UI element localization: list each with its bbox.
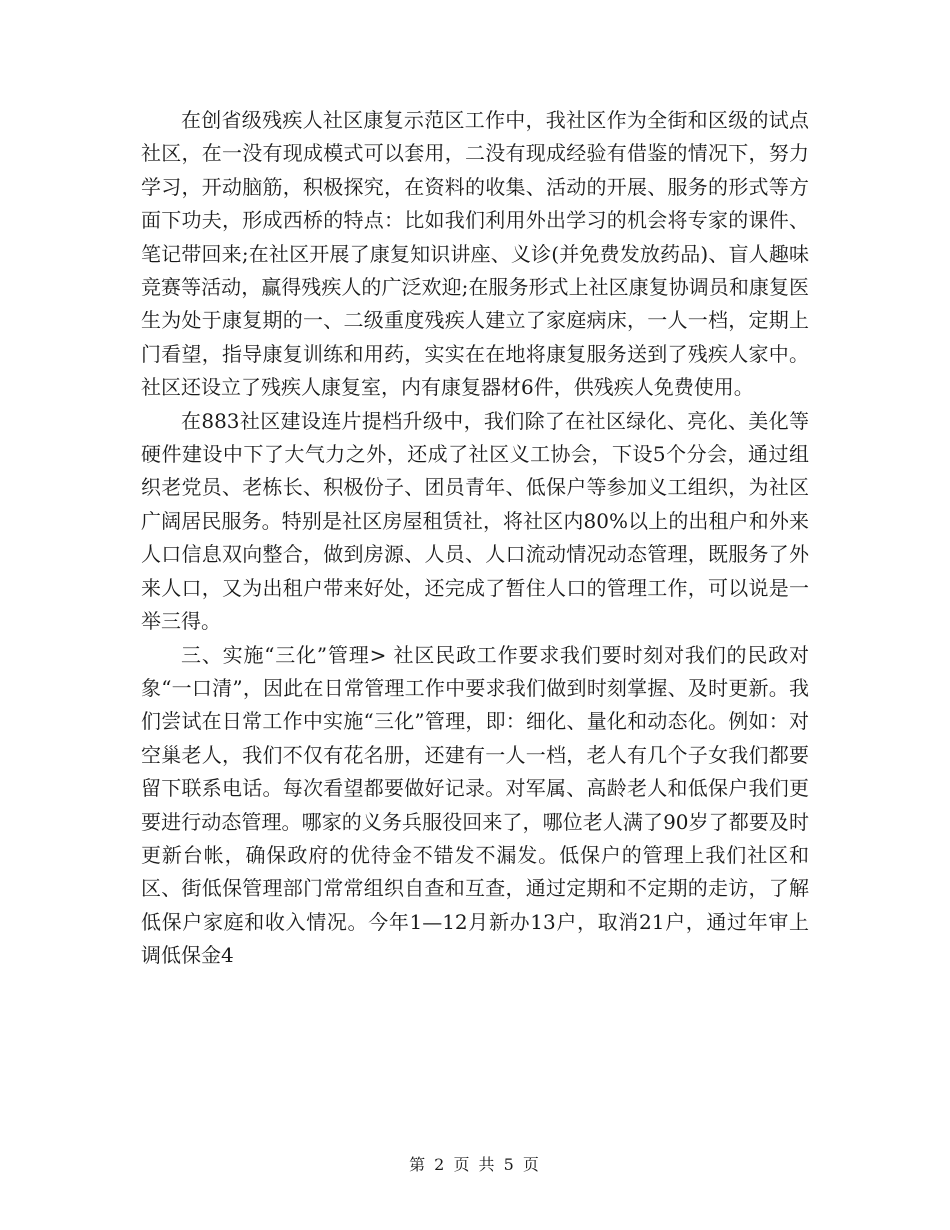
paragraph-three-management: 三、实施“三化”管理> 社区民政工作要求我们要时刻对我们的民政对象“一口清”，因此在日常管理工作中要求我们做到时刻掌握、及时更新。我们尝试在日常工作中实施“三化”管理，即：细化、量化和动态化。例如：对空巢老人，我们不仅有花名册，还建有一人一档，老人有几个子女我们都要留下联系电话。每次看望都要做好记录。对军属、高龄老人和低保户我们更要进行动态管理。哪家的义务兵服役回来了，哪位老人满了90岁了都要及时更新台帐，确保政府的优待金不错发不漏发。低保户的管理上我们社区和区、街低保管理部门常常组织自查和互查，通过定期和不定期的走访，了解低保户家庭和收入情况。今年1—12月新办13户，取消21户，通过年审上调低保金4: [141, 642, 809, 968]
page-number-footer: 第 2 页 共 5 页: [409, 1155, 541, 1174]
document-body: [141, 104, 809, 973]
paragraph-community-upgrade: 在883社区建设连片提档升级中，我们除了在社区绿化、亮化、美化等硬件建设中下了大气力之外，还成了社区义工协会，下设5个分会，通过组织老党员、老栋长、积极份子、团员青年、低保户等参加义工组织，为社区广阔居民服务。特别是社区房屋租赁社，将社区内80%以上的出租户和外来人口信息双向整合，做到房源、人员、人口流动情况动态管理，既服务了外来人口，又为出租户带来好处，还完成了暂住人口的管理工作，可以说是一举三得。: [141, 408, 809, 634]
paragraph-rehab-demo: 在创省级残疾人社区康复示范区工作中，我社区作为全街和区级的试点社区，在一没有现成模式可以套用，二没有现成经验有借鉴的情况下，努力学习，开动脑筋，积极探究，在资料的收集、活动的开展、服务的形式等方面下功夫，形成西桥的特点：比如我们利用外出学习的机会将专家的课件、笔记带回来;在社区开展了康复知识讲座、义诊(并免费发放药品)、盲人趣味竞赛等活动，赢得残疾人的广泛欢迎;在服务形式上社区康复协调员和康复医生为处于康复期的一、二级重度残疾人建立了家庭病床，一人一档，定期上门看望，指导康复训练和用药，实实在在地将康复服务送到了残疾人家中。社区还设立了残疾人康复室，内有康复器材6件，供残疾人免费使用。: [141, 108, 809, 400]
